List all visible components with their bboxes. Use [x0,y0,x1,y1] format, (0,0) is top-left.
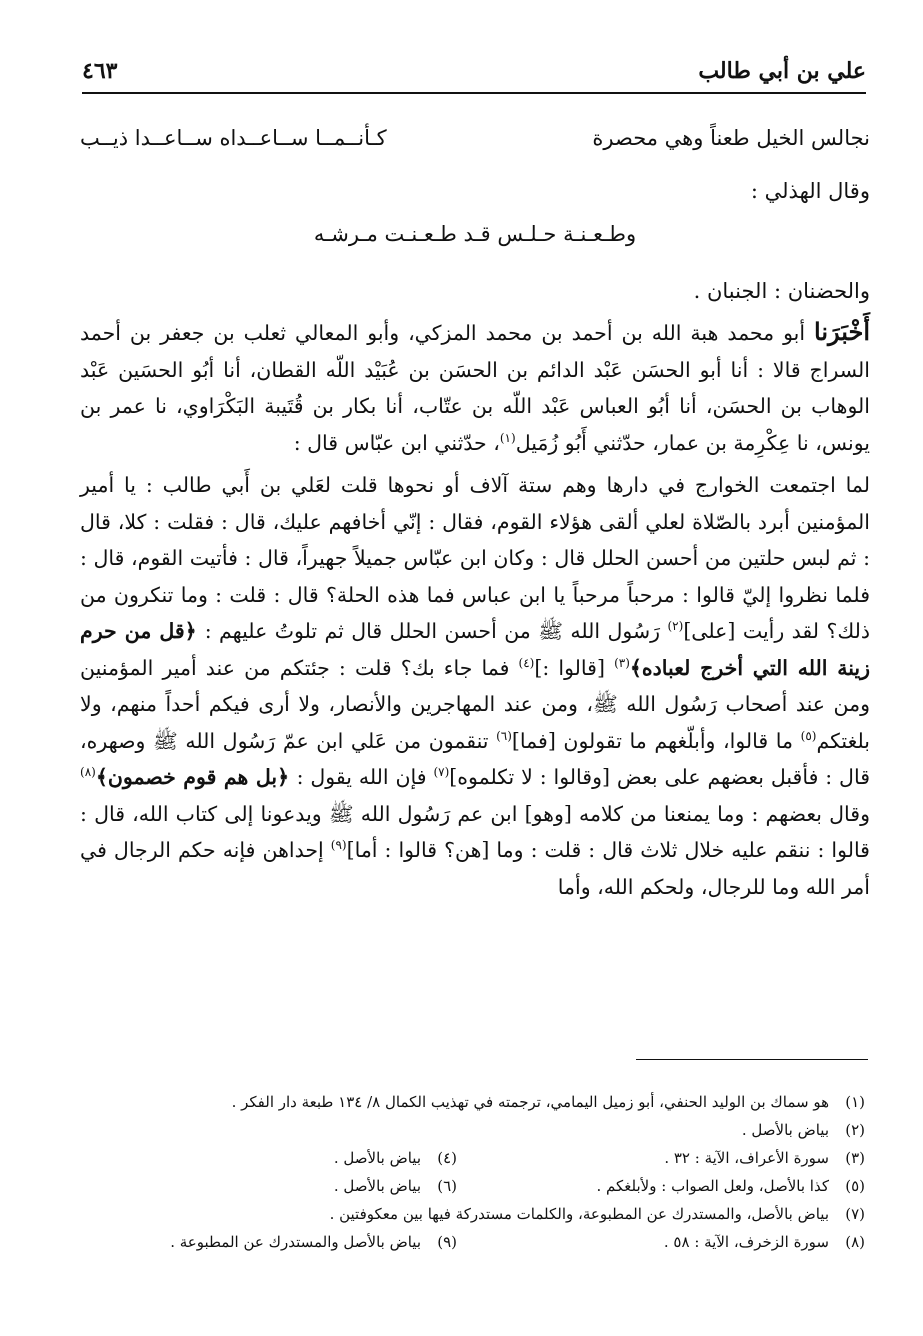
footnote-ref-1[interactable]: (١) [499,430,516,445]
quran-verse-2: ﴿بل هم قوم خصمون﴾ [95,765,297,789]
narration-text-5: ما قالوا، وأبلّغهم ما تقولون [فما] [511,728,801,753]
footnote-number: (١) [845,1093,865,1111]
main-text [80,118,870,905]
footnote-row-5-6 [60,1172,865,1200]
narration-text-8: وقال بعضهم : وما يمنعنا من كلامه [وهو] ابن عم رَسُول الله ﷺ ويدعونا إلى كتاب الله، قال : قالوا : ننقم عليه خلال ثلاث قال : قلت : وما [هن؟ قالوا : أما] [80,801,870,862]
footnote-ref-3[interactable]: (٣) [614,655,630,670]
isnad-text: أبو محمد هبة الله بن أحمد بن محمد المزكي، وأبو المعالي ثعلب بن جعفر بن أحمد السراج قالا : أنا أبو الحسَن عَبْد الدائم بن الحسَن بن عُبَيْد اللّه القطان، أنا أبُو الحسَين عَبْد الوهاب بن الحسَن، أنا أبُو العباس عَبْد اللّه بن عتّاب، أنا بكار بن قُتَيبة البَكْرَاوي، نا عمر بن يونس، نا عِكْرِمة بن عمار، حدّثني أَبُو زُمَيل [80,321,870,455]
isnad-end: ، حدّثني ابن عبّاس قال : [293,430,500,455]
narration-paragraph [80,467,870,905]
footnote-number: (٥) [845,1177,865,1195]
footnote-ref-6[interactable]: (٦) [496,728,512,743]
footnote-number: (٢) [845,1121,865,1139]
hidnan-gloss: والحضنان : الجنبان . [693,279,870,303]
footnote-ref-5[interactable]: (٥) [800,728,817,743]
footnote-number: (٩) [437,1233,457,1251]
footnote-text: بياض بالأصل والمستدرك عن المطبوعة . [170,1233,421,1251]
poetry-verse-1 [80,118,870,168]
hudhali-intro: وقال الهذلي : [750,179,870,203]
footnote-ref-7[interactable]: (٧) [433,765,450,780]
footnote-number: (٧) [845,1205,865,1223]
footnotes [60,1088,865,1256]
footnote-6 [334,1172,457,1200]
quran-verse-1: ﴿قل من حرم زينة الله التي أخرج لعباده﴾ [80,619,870,680]
footnote-text: بياض بالأصل . [741,1121,829,1139]
footnote-1 [60,1088,865,1116]
footnote-3 [664,1144,865,1172]
footnote-text: بياض بالأصل . [333,1149,421,1167]
footnote-ref-9[interactable]: (٩) [330,838,347,853]
footnote-number: (٤) [437,1149,457,1167]
narration-text-9: إحداهن فإنه حكم الرجال في أمر الله وما للرجال، ولحكم الله، وأما [80,838,870,899]
footnote-text: بياض بالأصل، والمستدرك عن المطبوعة، والكلمات مستدركة فيها بين معكوفتين . [329,1205,829,1223]
page-number: ٤٦٣ [82,58,118,84]
footnote-8 [664,1228,865,1256]
running-title: علي بن أبي طالب [698,58,866,84]
footnote-7 [60,1200,865,1228]
footnote-text: هو سماك بن الوليد الحنفي، أبو زميل اليمامي، ترجمته في تهذيب الكمال ٨/ ١٣٤ طبعة دار الفكر . [231,1093,829,1111]
footnote-text: بياض بالأصل . [333,1177,421,1195]
narration-text-4: فما جاء بك؟ قلت : جئتكم من عند أمير المؤمنين ومن عند أصحاب رَسُول الله ﷺ، ومن عند المهاجرين والأنصار، ولا أرى فيكم أحداً منهم، ولا بلغتكم [80,655,870,753]
footnote-ref-4[interactable]: (٤) [518,655,535,670]
footnote-row-3-4 [60,1144,865,1172]
footnote-4 [334,1144,457,1172]
footnote-2 [60,1116,865,1144]
narration-text-2: رَسُول الله ﷺ من أحسن الحلل قال ثم تلوتُ عليهم : [204,619,668,643]
footnote-text: سورة الأعراف، الآية : ٣٢ . [664,1149,829,1167]
footnote-ref-8[interactable]: (٨) [80,765,96,780]
verse-1-first-hemistich: نجالس الخيل طعناً وهي محصرة [592,126,870,150]
header-rule [82,92,866,94]
narration-text-6: تنقمون من عَلي ابن عمّ رَسُول الله ﷺ وصهره، قال : فأقبل بعضهم على بعض [وقالوا : لا تكلموه] [80,728,870,789]
footnote-separator [636,1059,868,1060]
footnote-number: (٦) [437,1177,457,1195]
footnote-9 [170,1228,457,1256]
narration-text-3: [قالوا :] [534,655,615,680]
akhbarana-word: أَخْبَرَنا [814,317,870,346]
running-head [82,58,866,88]
isnad-paragraph [80,314,870,461]
verse-1-second-hemistich: كـأنــمــا ســاعــداه ســاعــدا ذيــب [80,126,387,150]
narration-text-7: فإن الله يقول : [296,765,434,789]
footnote-number: (٨) [845,1233,865,1251]
footnote-text: كذا بالأصل، ولعل الصواب : ولأبلغكم . [596,1177,829,1195]
footnote-5 [597,1172,866,1200]
footnote-text: سورة الزخرف، الآية : ٥٨ . [663,1233,829,1251]
poetry-verse-2: وطـعـنـة حـلـس قـد طـعـنـت مـرشـه [313,222,637,246]
footnote-row-8-9 [60,1228,865,1256]
footnote-number: (٣) [845,1149,865,1167]
narration-text-1: لما اجتمعت الخوارج في دارها وهم ستة آلاف أو نحوها قلت لعَلي بن أَبي طالب : يا أمير المؤمنين أبرد بالصّلاة لعلي ألقى هؤلاء القوم، فقال : إنّي أخافهم عليك، قال : فقلت : كلا، قال : ثم لبس حلتين من أحسن الحلل قال : وكان ابن عبّاس جميلاً جهيراً، قال : فأتيت القوم، قال : فلما نظروا إليّ قالوا : مرحباً مرحباً يا ابن عباس فما هذه الحلة؟ قال : قلت : وما تنكرون من ذلك؟ لقد رأيت [على] [80,473,870,643]
footnote-ref-2[interactable]: (٢) [667,619,684,634]
